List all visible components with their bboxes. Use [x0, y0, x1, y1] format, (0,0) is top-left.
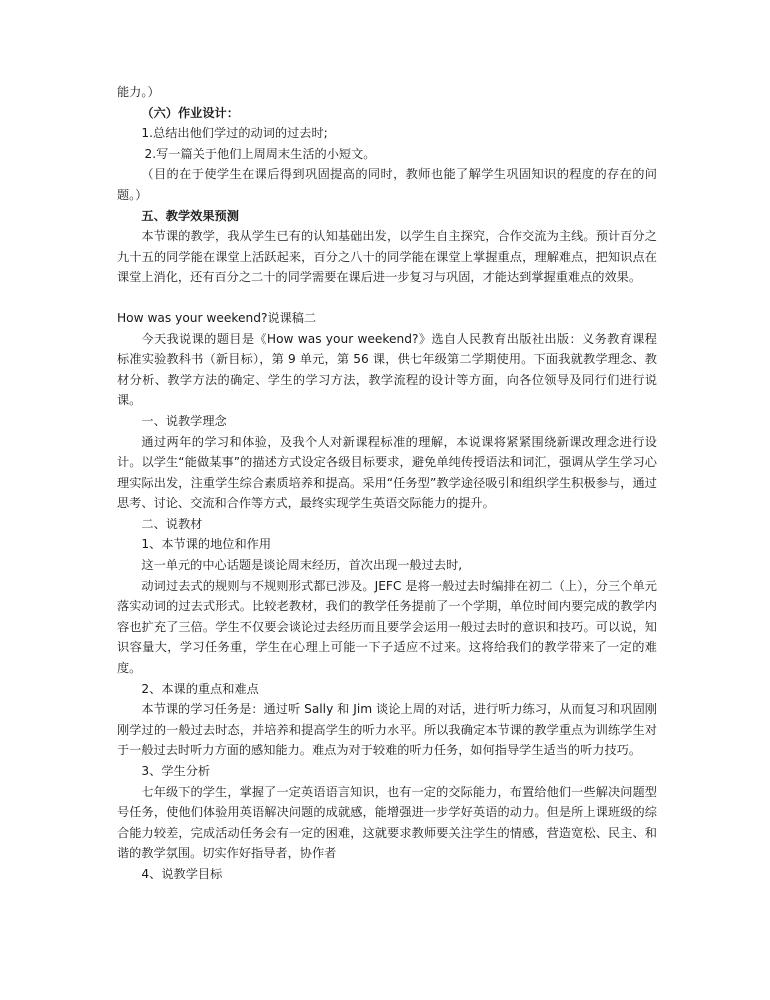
intro-paragraph: 今天我说课的题目是《How was your weekend?》选自人民教育出版社出版：义务教育课程标准实验教科书（新目标），第 9 单元，第 56 课，供七年级第二学期使用。下面我就教学理念、教材分析、教学方法的确定、学生的学习方法，教学流程的设计等方面，向各位领导及同行们进行说课。	[117, 331, 657, 408]
teaching-philosophy-text: 通过两年的学习和体验，及我个人对新课程标准的理解，本说课将紧紧围绕新课改理念进行设计。以学生“能做某事”的描述方式设定各级目标要求，避免单纯传授语法和词汇，强调从学生学习心理实际出发，注重学生综合素质培养和提高。采用“任务型”教学途径吸引和组织学生积极参与，通过思考、讨论、交流和合作等方式，最终实现学生英语交际能力的提升。	[117, 434, 657, 511]
student-analysis-text: 七年级下的学生，掌握了一定英语语言知识，也有一定的交际能力，布置给他们一些解决问题型号任务，使他们体验用英语解决问题的成就感，能增强进一步学好英语的动力。但是所上课班级的综合能力较差，完成活动任务会有一定的困难，这就要求教师要关注学生的情感，营造宽松、民主、和谐的教学氛围。切实作好指导者，协作者	[117, 784, 657, 861]
homework-item-1: 1.总结出他们学过的动词的过去时;	[141, 126, 328, 141]
effect-prediction-text: 本节课的教学，我从学生已有的认知基础出发，以学生自主探究，合作交流为主线。预计百分之九十五的同学能在课堂上活跃起来，百分之八十的同学能在课堂上掌握重点，理解难点，把知识点在课堂上消化，还有百分之二十的同学需要在课后进一步复习与巩固，才能达到掌握重难点的效果。	[117, 229, 657, 285]
subheading-key-points: 2、本课的重点和难点	[141, 681, 259, 696]
heading-effect-prediction: 五、教学效果预测	[141, 208, 239, 223]
position-role-text-2: 动词过去式的规则与不规则形式都已涉及。JEFC 是将一般过去时编排在初二（上），分三个单元落实动词的过去式形式。比较老教材，我们的教学任务提前了一个学期，单位时间内要完成的教学内容也扩充了三倍。学生不仅要会谈论过去经历而且要学会运用一般过去时的意识和技巧。可以说，知识容量大，学习任务重，学生在心理上可能一下子适应不过来。这将给我们的教学带来了一定的难度。	[117, 578, 657, 676]
heading-teaching-philosophy: 一、说教学理念	[141, 413, 227, 428]
heading-textbook: 二、说教材	[141, 516, 203, 531]
paragraph-continuation: 能力。）	[117, 85, 160, 99]
section-title-lesson-two: How was your weekend?说课稿二	[117, 310, 317, 325]
paragraph-gap	[117, 288, 657, 308]
homework-purpose: （目的在于使学生在课后得到巩固提高的同时，教师也能了解学生巩固知识的程度的存在的问题。）	[117, 167, 657, 202]
position-role-text-1: 这一单元的中心话题是谈论周末经历，首次出现一般过去时,	[141, 558, 463, 573]
heading-homework-design: （六）作业设计：	[141, 105, 239, 120]
subheading-teaching-goals: 4、说教学目标	[141, 866, 223, 881]
document-body	[117, 82, 657, 885]
homework-item-2: 2.写一篇关于他们上周周末生活的小短文。	[144, 146, 376, 161]
subheading-student-analysis: 3、学生分析	[141, 764, 211, 778]
subheading-position-role: 1、本节课的地位和作用	[141, 537, 272, 552]
key-points-text: 本节课的学习任务是：通过听 Sally 和 Jim 谈论上周的对话，进行听力练习，从而复习和巩固刚刚学过的一般过去时态，并培养和提高学生的听力水平。所以我确定本节课的教学重点为训练学生对于一般过去时听力方面的感知能力。难点为对于较难的听力任务，如何指导学生适当的听力技巧。	[117, 702, 657, 758]
